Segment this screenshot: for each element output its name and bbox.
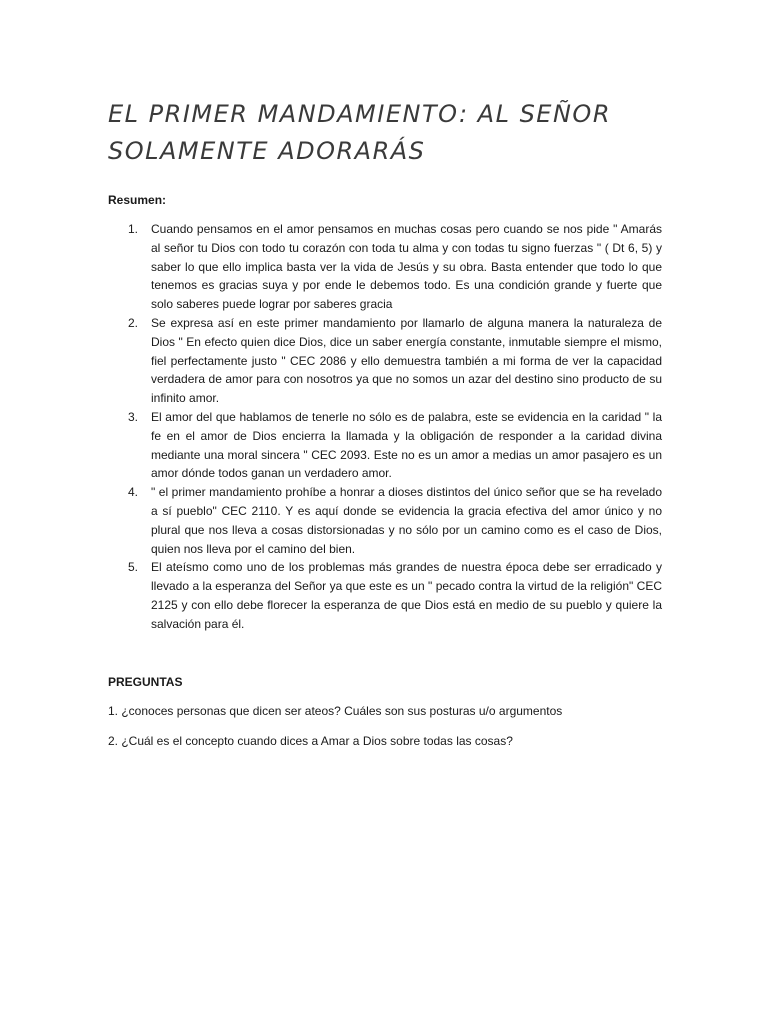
list-item-number: 3. — [128, 409, 139, 424]
questions-heading: PREGUNTAS — [108, 675, 183, 689]
list-item-number: 5. — [128, 560, 139, 575]
list-item-text: Se expresa así en este primer mandamiento por llamarlo de alguna manera la naturaleza de Dios " En efecto quien dice Dios, dice un saber energía constante, inmutable siempre el mismo, fiel perfectamente justo " CEC 2086 y ello demuestra también a mi forma de ver la capacidad verdadera de amor para con nosotros ya que no somos un azar del destino sino producto de su infinito amor. — [151, 315, 662, 406]
list-item-number: 2. — [128, 315, 139, 330]
list-item — [108, 483, 662, 558]
list-item — [108, 408, 662, 483]
list-item-text: El amor del que hablamos de tenerle no sólo es de palabra, este se evidencia en la caridad " la fe en el amor de Dios encierra la llamada y la obligación de responder a la caridad divina mediante una moral sincera " CEC 2093. Este no es un amor a medias un amor pasajero es un amor dónde todos ganan un verdadero amor. — [151, 409, 662, 481]
list-item — [108, 220, 662, 314]
list-item-text: " el primer mandamiento prohíbe a honrar a dioses distintos del único señor que se ha revelado a sí pueblo" CEC 2110. Y es aquí donde se evidencia la gracia efectiva del amor único y no plural que nos lleva a cosas distorsionadas y no sólo por un camino como es el caso de Dios, quien nos lleva por el camino del bien. — [151, 485, 662, 556]
list-item-number: 4. — [128, 485, 139, 500]
list-item-number: 1. — [128, 222, 139, 236]
summary-list — [108, 220, 662, 634]
list-item — [108, 314, 662, 408]
summary-heading: Resumen: — [108, 193, 167, 207]
page-title: EL PRIMER MANDAMIENTO: AL SEÑOR SOLAMENTE ADORARÁS — [108, 100, 611, 165]
list-item — [108, 558, 662, 633]
list-item-text: Cuando pensamos en el amor pensamos en muchas cosas pero cuando se nos pide " Amarás al señor tu Dios con todo tu corazón con toda tu alma y con todas tu signo fuerzas " ( Dt 6, 5) y saber lo que ello implica basta ver la vida de Jesús y su obra. Basta entender que todo lo que tenemos es gracias suya y por ende le debemos todo. Es una condición grande y fuerte que solo saberes puede lograr por saberes gracia — [151, 222, 662, 312]
question-item: 2. ¿Cuál es el concepto cuando dices a Amar a Dios sobre todas las cosas? — [108, 734, 513, 748]
question-item: 1. ¿conoces personas que dicen ser ateos? Cuáles son sus posturas u/o argumentos — [108, 704, 563, 718]
list-item-text: El ateísmo como uno de los problemas más grandes de nuestra época debe ser erradicado y llevado a la esperanza del Señor ya que este es un " pecado contra la virtud de la religión" CEC 2125 y con ello debe florecer la esperanza de que Dios está en medio de su pueblo y quiere la salvación para él. — [151, 560, 662, 631]
